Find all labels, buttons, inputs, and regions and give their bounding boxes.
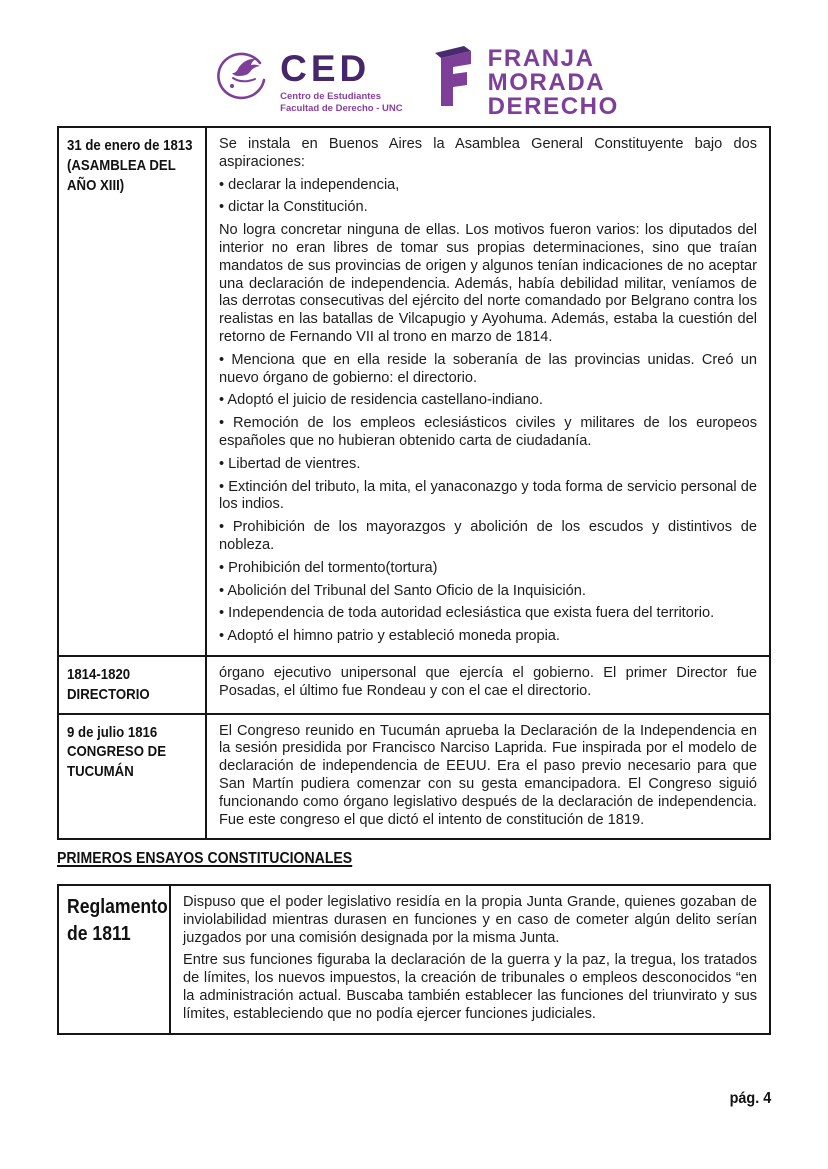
paragraph: Dispuso que el poder legislativo residía en la propia Junta Grande, quienes gozaban de inviolabilidad mientras durasen en funciones y en caso de cometer algún delito serían juzgados por una comisión designada por la misma Junta. [183, 894, 757, 946]
term-cell [59, 128, 207, 655]
bullet-item: • Prohibición del tormento(tortura) [219, 559, 438, 576]
ced-dove-swirl-icon [209, 46, 271, 106]
table-row-directorio [59, 655, 769, 713]
ced-subtitle-line2: Facultad de Derecho - UNC [280, 103, 403, 115]
bullet-item: • dictar la Constitución. [219, 199, 368, 216]
ced-wordmark [280, 46, 402, 116]
paragraph: Se instala en Buenos Aires la Asamblea General Constituyente bajo dos aspiraciones: [219, 136, 757, 170]
term-line: 1814-1820 [67, 665, 131, 683]
paragraph: No logra concretar ninguna de ellas. Los motivos fueron varios: los diputados del interior no eran libres de tomar sus propias determinaciones, sino que traían mandatos de sus provincias de origen y algunos tenían indicaciones de no aceptar una declaración de independencia. Además, había debilidad militar, veníamos de las derrotas consecutivas del ejército del norte comandado por Belgrano contra los realistas en las batallas de Vilcapugio y Ayohuma. Además, estaba la cuestión del retorno de Fernando VII al trono en marzo de 1814. [219, 222, 757, 345]
bullet-item: • Adoptó el juicio de residencia castellano-indiano. [219, 392, 543, 409]
bullet-item: • Abolición del Tribunal del Santo Oficio de la Inquisición. [219, 582, 586, 599]
reglamento-table [57, 884, 771, 1035]
term-text [67, 894, 168, 948]
content-cell [207, 128, 769, 655]
bullet-item: • Remoción de los empleos eclesiásticos civiles y militares de los europeos españoles que no hubieran obtenido carta de ciudadanía. [219, 415, 757, 449]
paragraph: órgano ejecutivo unipersonal que ejercía el gobierno. El primer Director fue Posadas, el último fue Rondeau y con el cae el directorio. [219, 664, 757, 699]
section-heading [57, 850, 392, 868]
ced-subtitle [280, 91, 402, 116]
content-cell [207, 657, 769, 713]
table-row-asamblea-1813 [59, 128, 769, 655]
page-number [725, 1090, 771, 1108]
franja-line-1: FRANJA [487, 45, 595, 72]
page-number-text: pág. 4 [729, 1090, 771, 1107]
bullet-item: • Prohibición de los mayorazgos y abolición de los escudos y distintivos de nobleza. [219, 519, 757, 553]
table-row-reglamento-1811 [59, 886, 769, 1033]
term-line: DIRECTORIO [67, 685, 150, 703]
term-cell [59, 715, 207, 839]
history-table [57, 126, 771, 840]
page-header [0, 46, 828, 119]
franja-f-ribbon-icon [433, 46, 477, 110]
franja-wordmark [488, 46, 619, 119]
bullet-item: • Menciona que en ella reside la soberanía de las provincias unidas. Creó un nuevo órgano de gobierno: el directorio. [219, 351, 757, 386]
bullet-item: • Libertad de vientres. [219, 455, 361, 472]
content-cell [207, 715, 769, 839]
term-line: (ASAMBLEA DEL AÑO XIII) [67, 156, 176, 194]
term-cell [59, 886, 171, 1033]
section-heading-text: PRIMEROS ENSAYOS CONSTITUCIONALES [57, 850, 353, 867]
term-line: Reglamento [67, 896, 168, 918]
term-text [67, 136, 197, 195]
term-text [67, 665, 197, 705]
bullet-item: • Adoptó el himno patrio y estableció moneda propia. [219, 628, 560, 645]
term-line: CONGRESO DE TUCUMÁN [67, 743, 167, 781]
franja-line-3: DERECHO [487, 93, 619, 120]
term-line: 9 de julio 1816 [67, 723, 158, 741]
ced-subtitle-line1: Centro de Estudiantes [280, 91, 381, 102]
term-line: de 1811 [67, 923, 131, 945]
ced-logo [209, 46, 402, 116]
franja-morada-logo [433, 46, 619, 119]
table-row-congreso-tucuman [59, 713, 769, 839]
bullet-item: • declarar la independencia, [219, 176, 400, 193]
bullet-item: • Independencia de toda autoridad eclesiástica que exista fuera del territorio. [219, 605, 715, 622]
term-cell [59, 657, 207, 713]
paragraph: El Congreso reunido en Tucumán aprueba la Declaración de la Independencia en la sesión presidida por Francisco Narciso Laprida. Fue inspirada por el modelo de declaración de independencia de EEUU. Era el paso previo necesario para que San Martín pudiera comenzar con su gesta emancipadora. El Congreso siguió funcionando como órgano legislativo después de la declaración de independencia. Fue este congreso el que dictó el intento de constitución de 1819. [219, 722, 757, 828]
term-text [67, 723, 197, 782]
term-line: 31 de enero de 1813 [67, 137, 193, 154]
bullet-item: • Extinción del tributo, la mita, el yanaconazgo y toda forma de servicio personal de los indios. [219, 478, 757, 513]
paragraph: Entre sus funciones figuraba la declaración de la guerra y la paz, la tregua, los tratados de límites, los nuevos impuestos, la creación de tribunales o empleos desconocidos “en la administración actual. Buscaba también establecer las funciones del triunvirato y sus límites, estableciendo que no podía ejercer funciones judiciales. [183, 952, 757, 1022]
content-cell [171, 886, 769, 1033]
franja-line-2: MORADA [487, 69, 606, 96]
ced-acronym: CED [280, 48, 371, 89]
